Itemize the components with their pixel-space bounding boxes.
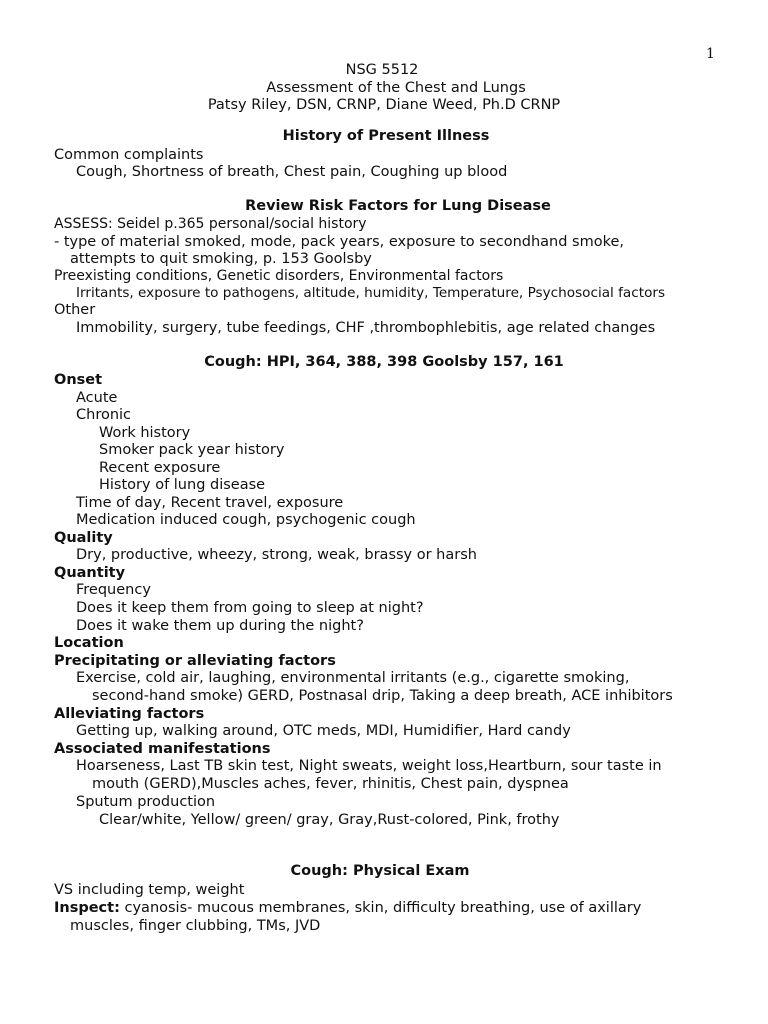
onset-label: Onset	[54, 372, 103, 388]
course-number: NSG 5512	[345, 62, 419, 78]
quantity-label: Quantity	[54, 565, 126, 581]
cough-item: mouth (GERD),Muscles aches, fever, rhinitis, Chest pain, dyspnea	[92, 776, 569, 792]
risk-line: - type of material smoked, mode, pack years, exposure to secondhand smoke,	[54, 234, 625, 250]
exam-line: muscles, finger clubbing, TMs, JVD	[70, 918, 321, 934]
authors: Patsy Riley, DSN, CRNP, Diane Weed, Ph.D CRNP	[207, 97, 561, 113]
risk-line: Other	[54, 302, 96, 318]
exam-heading: Cough: Physical Exam	[290, 863, 470, 879]
cough-item: Sputum production	[76, 794, 216, 810]
cough-item: Acute	[76, 390, 118, 406]
cough-item: Medication induced cough, psychogenic cough	[76, 512, 416, 528]
alleviating-label: Alleviating factors	[54, 706, 205, 722]
document-title: Assessment of the Chest and Lungs	[266, 80, 526, 96]
precipitating-label: Precipitating or alleviating factors	[54, 653, 336, 669]
cough-item: Hoarseness, Last TB skin test, Night sweats, weight loss,Heartburn, sour taste in	[76, 758, 662, 774]
cough-item: Dry, productive, wheezy, strong, weak, brassy or harsh	[76, 547, 477, 563]
cough-item: Frequency	[76, 582, 151, 598]
cough-item: Does it keep them from going to sleep at night?	[76, 600, 424, 616]
hpi-line: Common complaints	[54, 147, 204, 163]
associated-label: Associated manifestations	[54, 741, 271, 757]
inspect-text: cyanosis- mucous membranes, skin, difficulty breathing, use of axillary	[119, 900, 642, 916]
risk-line: ASSESS: Seidel p.365 personal/social history	[54, 216, 367, 232]
cough-subitem: History of lung disease	[99, 477, 266, 493]
cough-item: Time of day, Recent travel, exposure	[76, 495, 344, 511]
hpi-heading: History of Present Illness	[282, 128, 490, 144]
risk-line: attempts to quit smoking, p. 153 Goolsby	[70, 251, 372, 267]
cough-item: Chronic	[76, 407, 132, 423]
exam-line: VS including temp, weight	[54, 882, 245, 898]
location-label: Location	[54, 635, 124, 651]
cough-subitem: Clear/white, Yellow/ green/ gray, Gray,Rust-colored, Pink, frothy	[99, 812, 560, 828]
risk-line: Immobility, surgery, tube feedings, CHF ,thrombophlebitis, age related changes	[76, 320, 656, 336]
hpi-line: Cough, Shortness of breath, Chest pain, Coughing up blood	[76, 164, 508, 180]
inspect-line	[54, 899, 641, 917]
inspect-label: Inspect:	[54, 900, 120, 916]
cough-subitem: Recent exposure	[99, 460, 221, 476]
cough-item: Getting up, walking around, OTC meds, MDI, Humidifier, Hard candy	[76, 723, 571, 739]
risk-line: Preexisting conditions, Genetic disorders, Environmental factors	[54, 268, 504, 284]
cough-subitem: Smoker pack year history	[99, 442, 285, 458]
cough-heading: Cough: HPI, 364, 388, 398 Goolsby 157, 161	[204, 354, 564, 370]
quality-label: Quality	[54, 530, 113, 546]
cough-item: second-hand smoke) GERD, Postnasal drip, Taking a deep breath, ACE inhibitors	[92, 688, 673, 704]
page-number: 1	[706, 46, 715, 62]
risk-line: Irritants, exposure to pathogens, altitude, humidity, Temperature, Psychosocial factors	[76, 285, 666, 301]
cough-subitem: Work history	[99, 425, 191, 441]
cough-item: Exercise, cold air, laughing, environmental irritants (e.g., cigarette smoking,	[76, 670, 630, 686]
risk-heading: Review Risk Factors for Lung Disease	[245, 198, 551, 214]
cough-item: Does it wake them up during the night?	[76, 618, 364, 634]
